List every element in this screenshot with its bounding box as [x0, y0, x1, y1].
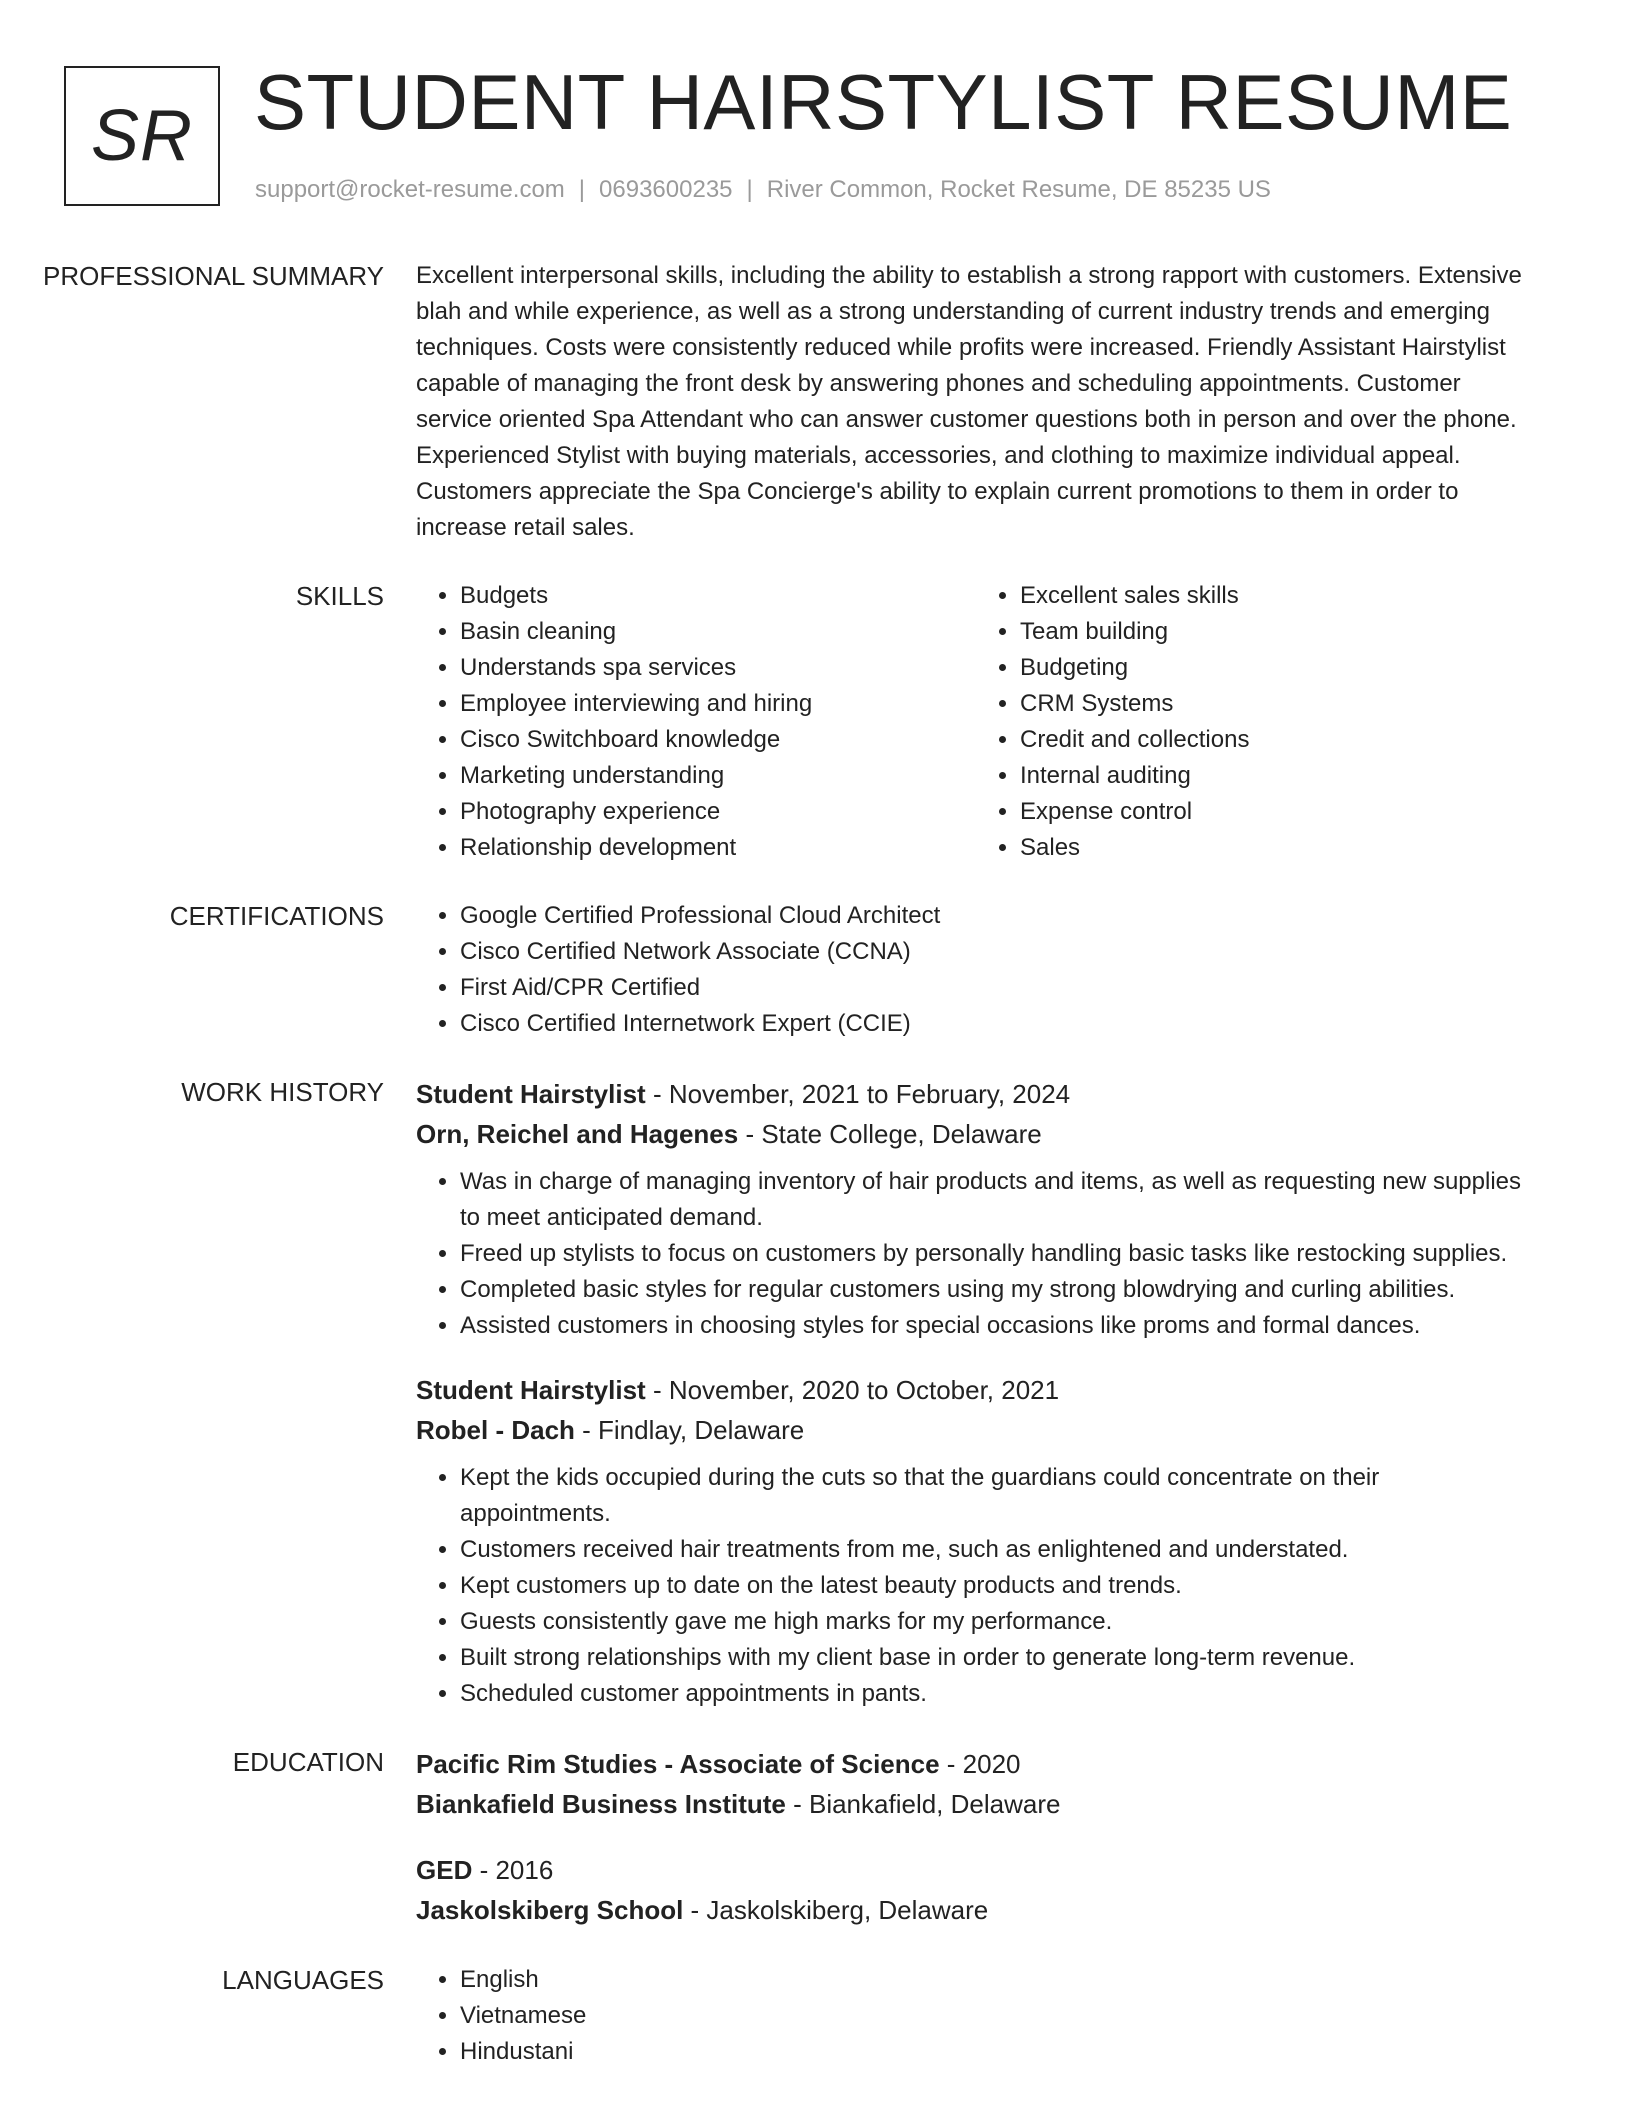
skill-item: • Marketing understanding — [460, 758, 976, 794]
skills-list-left — [416, 578, 976, 866]
skill-item: • Credit and collections — [1020, 722, 1536, 758]
job-duty: • Guests consistently gave me high marks for my performance. — [460, 1604, 1536, 1640]
language-item: • Hindustani — [460, 2034, 1536, 2070]
summary-body — [416, 258, 1536, 546]
job-dates: - November, 2021 to February, 2024 — [645, 1079, 1071, 1109]
job-duty: • Freed up stylists to focus on customers by personally handling basic tasks like restocking supplies. — [460, 1236, 1536, 1272]
education-location: - Biankafield, Delaware — [785, 1789, 1061, 1819]
education-entry — [416, 1850, 1536, 1930]
section-label: SKILLS — [295, 581, 384, 611]
contact-phone: 0693600235 — [599, 176, 733, 203]
skill-item: • Employee interviewing and hiring — [460, 686, 976, 722]
skill-item: • Expense control — [1020, 794, 1536, 830]
job-employer — [416, 1410, 1536, 1450]
skill-item: • Budgets — [460, 578, 976, 614]
job-employer — [416, 1114, 1536, 1154]
job-entry — [416, 1074, 1536, 1344]
skill-item: • Relationship development — [460, 830, 976, 866]
contact-line — [255, 176, 1271, 204]
job-duties — [416, 1460, 1536, 1712]
job-duty: • Completed basic styles for regular customers using my strong blowdrying and curling abilities. — [460, 1272, 1536, 1308]
section-label: EDUCATION — [232, 1747, 384, 1777]
skill-item: • Excellent sales skills — [1020, 578, 1536, 614]
education-degree-line — [416, 1744, 1536, 1784]
contact-separator: | — [746, 176, 753, 203]
section-label: CERTIFICATIONS — [169, 901, 384, 931]
job-location: - Findlay, Delaware — [574, 1415, 805, 1445]
education-location: - Jaskolskiberg, Delaware — [683, 1895, 989, 1925]
section-education — [0, 1744, 1632, 1930]
job-duties — [416, 1164, 1536, 1344]
skill-item: • Understands spa services — [460, 650, 976, 686]
education-year: - 2020 — [939, 1749, 1021, 1779]
certifications-list — [416, 898, 1536, 1042]
job-duty: • Scheduled customer appointments in pants. — [460, 1676, 1536, 1712]
section-languages — [0, 1962, 1632, 2070]
certification-item: • Cisco Certified Network Associate (CCNA) — [460, 934, 1536, 970]
job-title: Student Hairstylist — [416, 1079, 646, 1109]
job-duty: • Customers received hair treatments from me, such as enlightened and understated. — [460, 1532, 1536, 1568]
education-degree: GED — [416, 1855, 473, 1885]
job-duty: • Built strong relationships with my client base in order to generate long-term revenue. — [460, 1640, 1536, 1676]
language-item: • English — [460, 1962, 1536, 1998]
monogram-initials: SR — [90, 96, 194, 176]
job-entry — [416, 1370, 1536, 1712]
job-heading — [416, 1074, 1536, 1114]
job-heading — [416, 1370, 1536, 1410]
section-work-history — [0, 1074, 1632, 1712]
contact-separator: | — [578, 176, 586, 203]
skill-item: • Internal auditing — [1020, 758, 1536, 794]
section-certifications — [0, 898, 1632, 1042]
contact-email: support@rocket-resume.com — [255, 176, 565, 203]
certification-item: • Cisco Certified Internetwork Expert (CCIE) — [460, 1006, 1536, 1042]
education-school: Biankafield Business Institute — [416, 1789, 786, 1819]
job-duty: • Kept customers up to date on the latest beauty products and trends. — [460, 1568, 1536, 1604]
education-degree: Pacific Rim Studies - Associate of Science — [416, 1749, 940, 1779]
resume-content — [0, 258, 1632, 2102]
language-item: • Vietnamese — [460, 1998, 1536, 2034]
section-summary — [0, 258, 1632, 546]
job-duty: • Was in charge of managing inventory of hair products and items, as well as requesting new supplies to meet anticipated demand. — [460, 1164, 1536, 1236]
languages-body — [416, 1962, 1536, 2070]
education-school-line — [416, 1890, 1536, 1930]
section-label: LANGUAGES — [222, 1965, 384, 1995]
skill-item: • Basin cleaning — [460, 614, 976, 650]
skill-item: • Budgeting — [1020, 650, 1536, 686]
skill-item: • Photography experience — [460, 794, 976, 830]
education-school: Jaskolskiberg School — [416, 1895, 684, 1925]
skill-item: • CRM Systems — [1020, 686, 1536, 722]
job-company: Orn, Reichel and Hagenes — [416, 1119, 739, 1149]
job-duty: • Assisted customers in choosing styles for special occasions like proms and formal dances. — [460, 1308, 1536, 1344]
education-body — [416, 1744, 1536, 1930]
certification-item: • First Aid/CPR Certified — [460, 970, 1536, 1006]
summary-text: Excellent interpersonal skills, including the ability to establish a strong rapport with customers. Extensive blah and while experience, as well as a strong understanding of current industry trends and emerging techniques. Costs were consistently reduced while profits were increased. Friendly Assistant Hairstylist capable of managing the front desk by answering phones and scheduling appointments. Customer service oriented Spa Attendant who can answer customer questions both in person and over the phone. Experienced Stylist with buying materials, accessories, and clothing to maximize individual appeal. Customers appreciate the Spa Concierge's ability to explain current promotions to them in order to increase retail sales. — [416, 262, 1522, 541]
section-skills — [0, 578, 1632, 866]
certifications-body — [416, 898, 1536, 1042]
skill-item: • Cisco Switchboard knowledge — [460, 722, 976, 758]
skill-item: • Team building — [1020, 614, 1536, 650]
resume-title: STUDENT HAIRSTYLIST RESUME — [254, 58, 1513, 146]
education-school-line — [416, 1784, 1536, 1824]
job-dates: - November, 2020 to October, 2021 — [645, 1375, 1060, 1405]
job-company: Robel - Dach — [416, 1415, 575, 1445]
education-entry — [416, 1744, 1536, 1824]
monogram-box — [64, 66, 220, 206]
certification-item: • Google Certified Professional Cloud Architect — [460, 898, 1536, 934]
section-label: WORK HISTORY — [181, 1077, 384, 1107]
job-title: Student Hairstylist — [416, 1375, 646, 1405]
job-duty: • Kept the kids occupied during the cuts so that the guardians could concentrate on their appointments. — [460, 1460, 1536, 1532]
skill-item: • Sales — [1020, 830, 1536, 866]
job-location: - State College, Delaware — [738, 1119, 1042, 1149]
section-label: PROFESSIONAL SUMMARY — [43, 261, 384, 291]
work-history-body — [416, 1074, 1536, 1712]
education-degree-line — [416, 1850, 1536, 1890]
contact-address: River Common, Rocket Resume, DE 85235 US — [766, 176, 1271, 203]
education-year: - 2016 — [472, 1855, 554, 1885]
skills-list-right — [976, 578, 1536, 866]
languages-list — [416, 1962, 1536, 2070]
skills-body — [416, 578, 1536, 866]
